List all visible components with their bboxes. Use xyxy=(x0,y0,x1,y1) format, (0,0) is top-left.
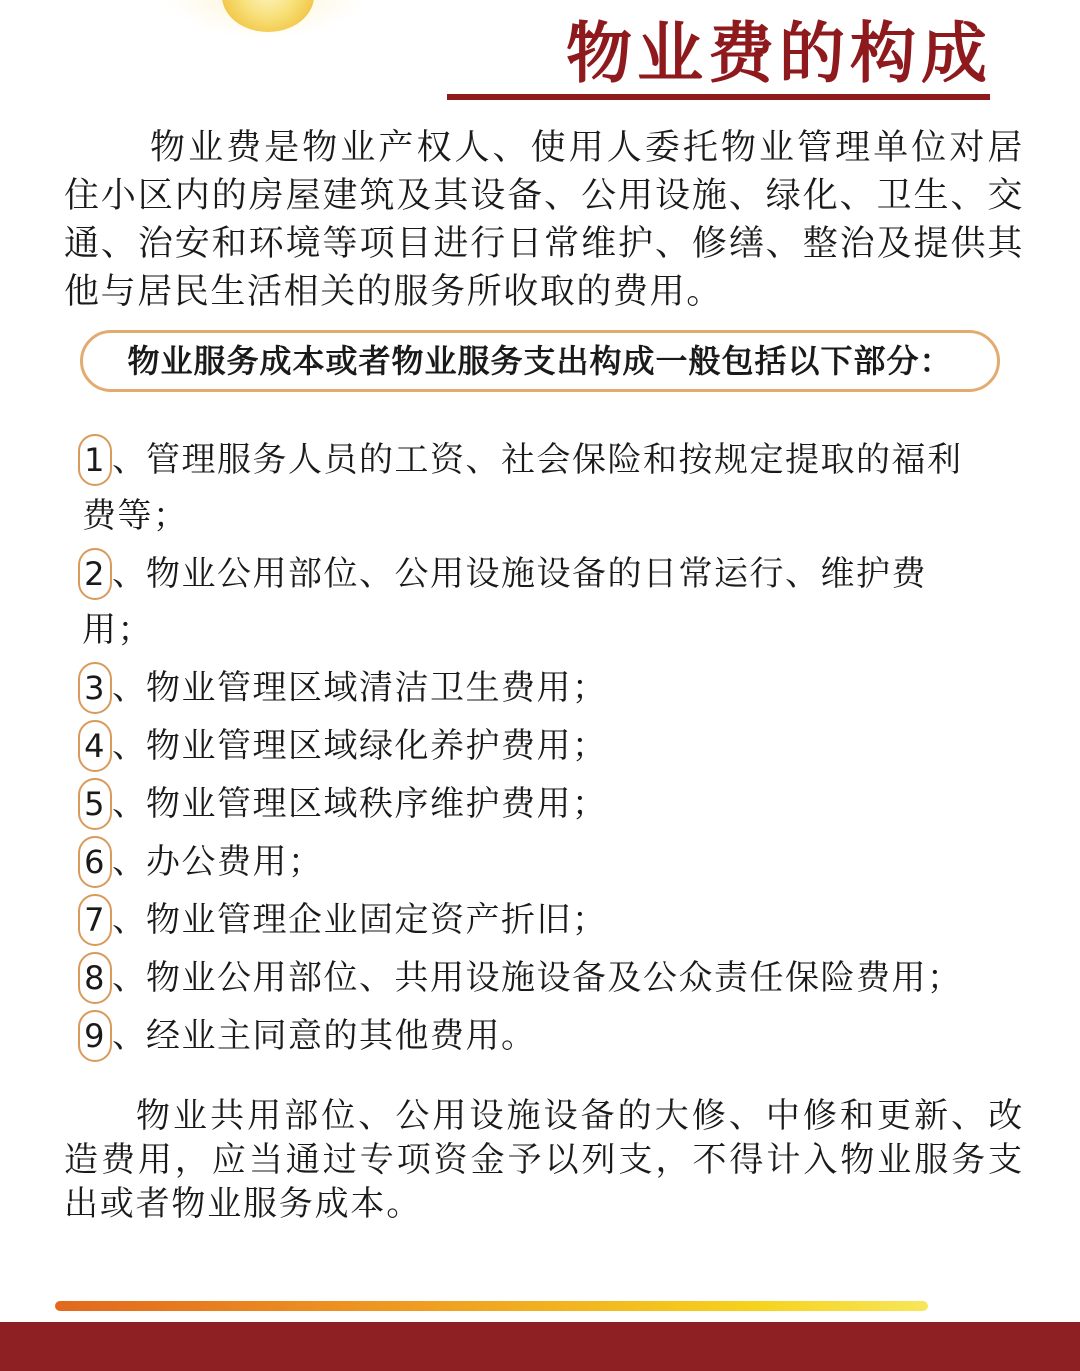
item-text: 经业主同意的其他费用。 xyxy=(146,1016,537,1056)
cost-items-list xyxy=(78,432,1028,1066)
decorative-gradient-bar xyxy=(55,1301,928,1311)
item-text: 物业管理区域清洁卫生费用； xyxy=(146,668,608,708)
item-separator: 、 xyxy=(112,784,148,824)
item-text: 物业公用部位、共用设施设备及公众责任保险费用； xyxy=(146,958,963,998)
item-separator: 、 xyxy=(112,842,148,882)
item-separator: 、 xyxy=(112,726,148,766)
item-text: 物业公用部位、公用设施设备的日常运行、维护费 xyxy=(146,554,927,594)
section-subheading: 物业服务成本或者物业服务支出构成一般包括以下部分： xyxy=(80,330,1000,392)
item-text: 物业管理区域绿化养护费用； xyxy=(146,726,608,766)
item-number-badge: 8 xyxy=(78,952,112,1004)
item-text: 物业管理企业固定资产折旧； xyxy=(146,900,608,940)
item-number-badge: 5 xyxy=(78,778,112,830)
item-number-badge: 6 xyxy=(78,836,112,888)
item-text: 物业管理区域秩序维护费用； xyxy=(146,784,608,824)
list-item xyxy=(78,718,1028,774)
item-number-badge: 4 xyxy=(78,720,112,772)
list-item xyxy=(78,892,1028,948)
item-number-badge: 2 xyxy=(78,548,112,600)
item-separator: 、 xyxy=(112,958,148,998)
list-item xyxy=(78,546,1028,658)
item-separator: 、 xyxy=(112,900,148,940)
closing-paragraph: 物业共用部位、公用设施设备的大修、中修和更新、改造费用，应当通过专项资金予以列支，不得计入物业服务支出或者物业服务成本。 xyxy=(64,1096,1024,1224)
list-item xyxy=(78,950,1028,1006)
list-item xyxy=(78,660,1028,716)
intro-paragraph: 物业费是物业产权人、使用人委托物业管理单位对居住小区内的房屋建筑及其设备、公用设施、绿化、卫生、交通、治安和环境等项目进行日常维护、修缮、整治及提供其他与居民生活相关的服务所收取的费用。 xyxy=(64,128,1024,312)
item-number-badge: 3 xyxy=(78,662,112,714)
item-number-badge: 1 xyxy=(78,434,112,486)
item-separator: 、 xyxy=(112,440,148,480)
title-underline xyxy=(447,94,990,100)
list-item xyxy=(78,776,1028,832)
list-item xyxy=(78,834,1028,890)
item-separator: 、 xyxy=(112,1016,148,1056)
item-text-continued: 费等； xyxy=(82,496,189,536)
page-title: 物业费的构成 xyxy=(566,15,992,92)
list-item xyxy=(78,432,1028,544)
list-item xyxy=(78,1008,1028,1064)
item-text: 管理服务人员的工资、社会保险和按规定提取的福利 xyxy=(146,440,963,480)
item-number-badge: 7 xyxy=(78,894,112,946)
item-separator: 、 xyxy=(112,554,148,594)
item-text: 办公费用； xyxy=(146,842,324,882)
item-text-continued: 用； xyxy=(82,610,153,650)
item-separator: 、 xyxy=(112,668,148,708)
item-number-badge: 9 xyxy=(78,1010,112,1062)
footer-bar xyxy=(0,1322,1080,1371)
